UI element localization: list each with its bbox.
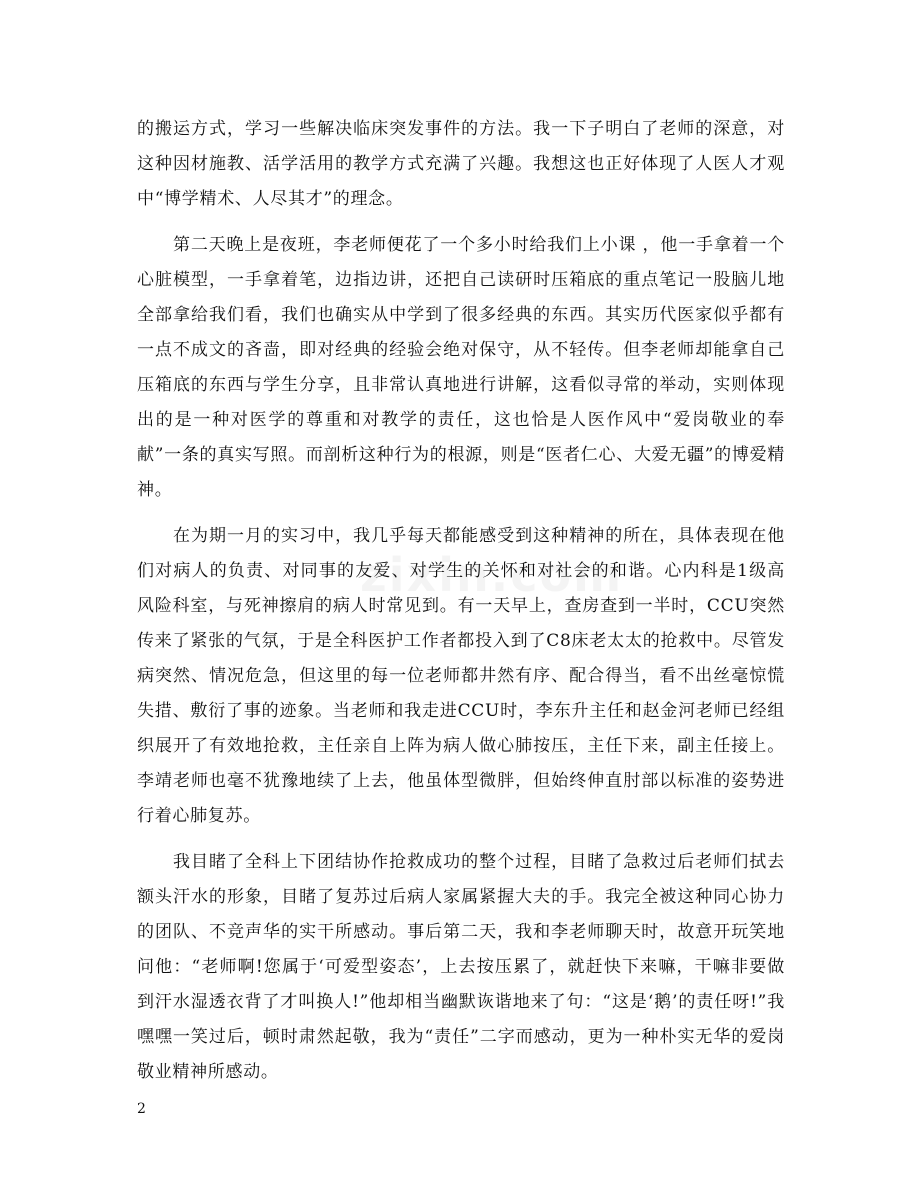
paragraph-1: 的搬运方式，学习一些解决临床突发事件的方法。我一下子明白了老师的深意，对这种因材施教、活学活用的教学方式充满了兴趣。我想这也正好体现了人医人才观中“博学精术、人尽其才”的理念。 — [137, 119, 785, 209]
body-text — [137, 112, 785, 1101]
page-number: 2 — [137, 1101, 146, 1117]
paragraph-4: 我目睹了全科上下团结协作抢救成功的整个过程，目睹了急救过后老师们拭去额头汗水的形象，目睹了复苏过后病人家属紧握大夫的手。我完全被这种同心协力的团队、不竞声华的实干所感动。事后第二天，我和李老师聊天时，故意开玩笑地问他：“老师啊!您属于‘可爱型姿态’，上去按压累了，就赶快下来嘛，干嘛非要做到汗水湿透衣背了才叫换人!”他却相当幽默诙谐地来了句：“这是‘鹅’的责任呀!”我嘿嘿一笑过后，顿时肃然起敬，我为“责任”二字而感动，更为一种朴实无华的爱岗敬业精神所感动。 — [137, 852, 785, 1082]
paragraph-3: 在为期一月的实习中，我几乎每天都能感受到这种精神的所在，具体表现在他们对病人的负责、对同事的友爱、对学生的关怀和对社会的和谐。心内科是1级高风险科室，与死神擦肩的病人时常见到。有一天早上，查房查到一半时，CCU突然传来了紧张的气氛，于是全科医护工作者都投入到了C8床老太太的抢救中。尽管发病突然、情况危急，但这里的每一位老师都井然有序、配合得当，看不出丝毫惊慌失措、敷衍了事的迹象。当老师和我走进CCU时，李东升主任和赵金河老师已经组织展开了有效地抢救，主任亲自上阵为病人做心肺按压，主任下来，副主任接上。李靖老师也毫不犹豫地续了上去，他虽体型微胖，但始终伸直肘部以标准的姿势进行着心肺复苏。 — [137, 526, 785, 826]
paragraph-2: 第二天晚上是夜班，李老师便花了一个多小时给我们上小课 ，他一手拿着一个心脏模型，一手拿着笔，边指边讲，还把自己读研时压箱底的重点笔记一股脑儿地全部拿给我们看，我们也确实从中学到了很多经典的东西。其实历代医家似乎都有一点不成文的吝啬，即对经典的经验会绝对保守，从不轻传。但李老师却能拿自己压箱底的东西与学生分享，且非常认真地进行讲解，这看似寻常的举动，实则体现出的是一种对医学的尊重和对教学的责任，这也恰是人医作风中“爱岗敬业的奉献”一条的真实写照。而剖析这种行为的根源，则是“医者仁心、大爱无疆”的博爱精神。 — [137, 235, 785, 500]
